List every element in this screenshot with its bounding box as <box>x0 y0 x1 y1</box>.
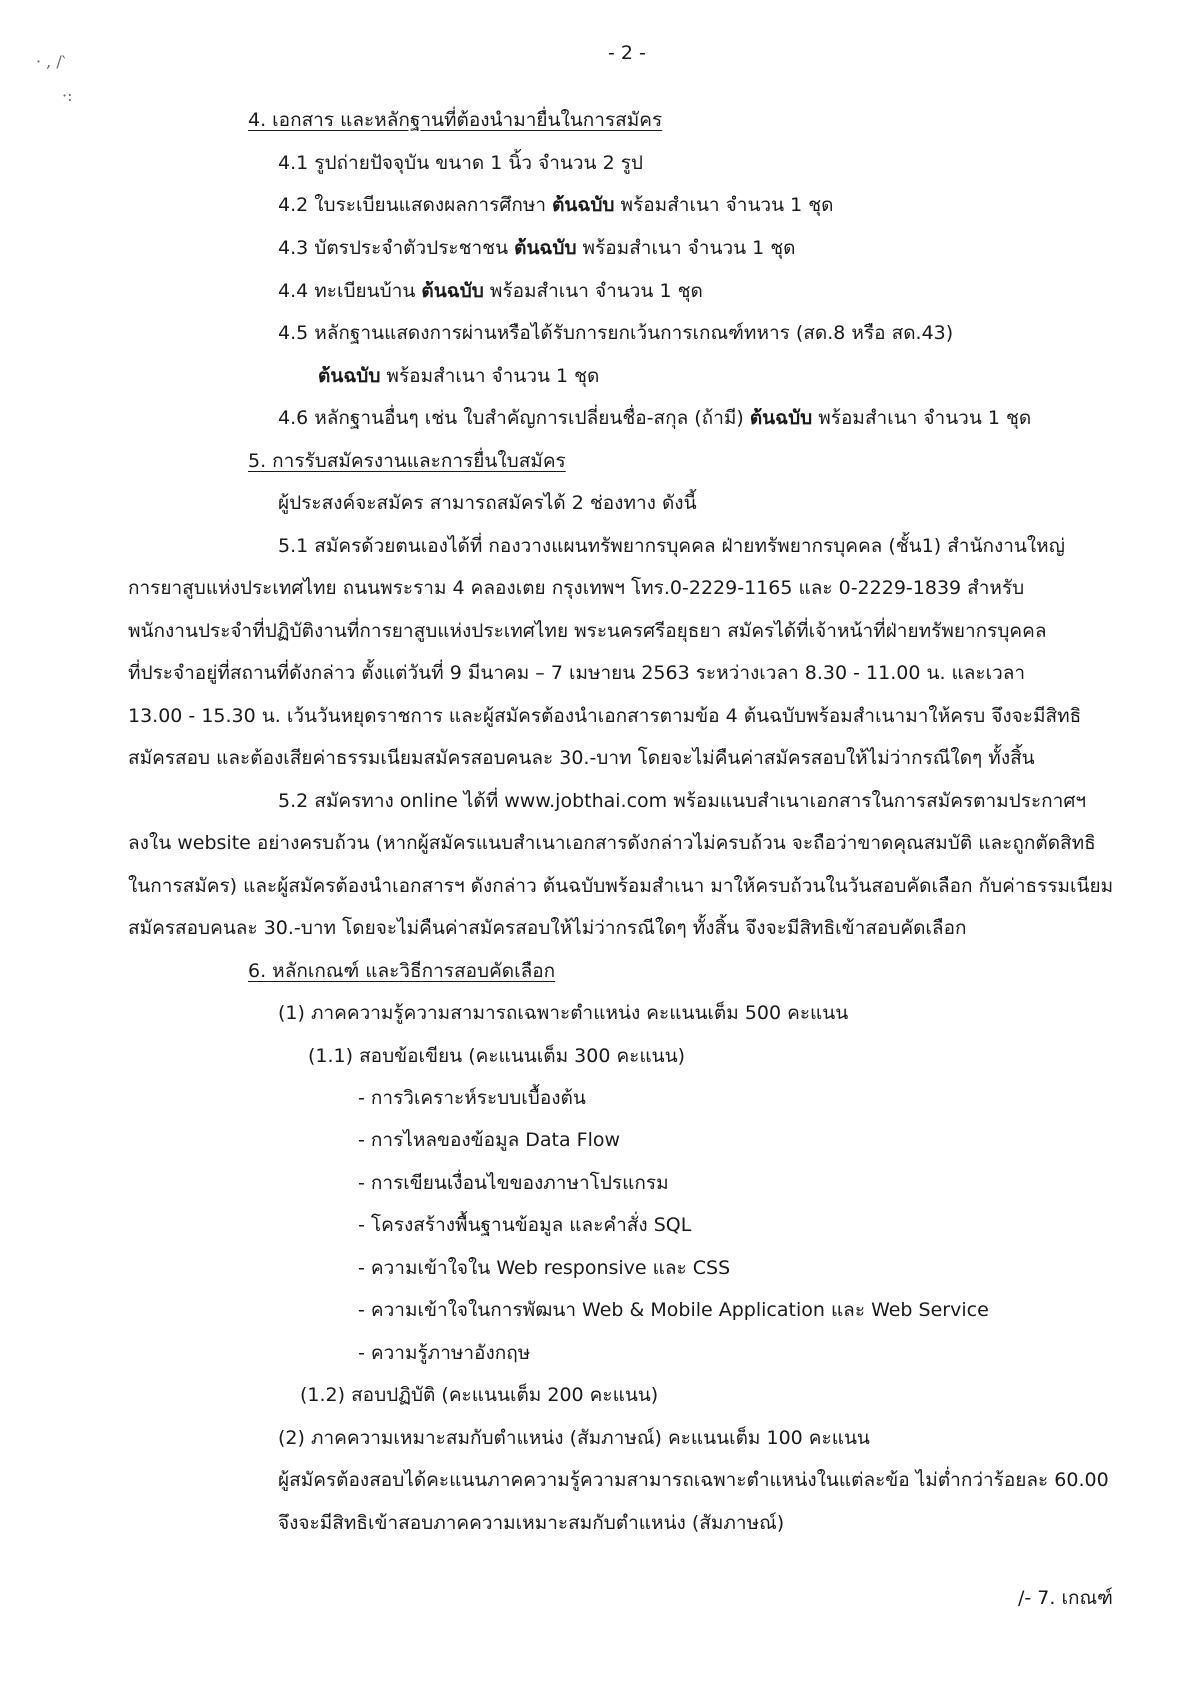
topic-item: - การวิเคราะห์ระบบเบื้องต้น <box>358 1087 586 1109</box>
paragraph-line: ที่ประจำอยู่ที่สถานที่ดังกล่าว ตั้งแต่วันที่ 9 มีนาคม – 7 เมษายน 2563 ระหว่างเวลา 8.30 - 11.00 น. และเวลา <box>128 662 1026 684</box>
scan-artifact: · , /‵ <box>36 52 66 71</box>
paragraph-line: 5.1 สมัครด้วยตนเองได้ที่ กองวางแผนทรัพยากรบุคคล ฝ่ายทรัพยากรบุคคล (ชั้น1) สำนักงานใหญ่ <box>278 535 1065 557</box>
scan-artifact: ·: <box>62 86 73 105</box>
continuation-marker: /- 7. เกณฑ์ <box>1018 1587 1113 1609</box>
topic-item: - การเขียนเงื่อนไขของภาษาโปรแกรม <box>358 1172 669 1194</box>
paragraph-line: จึงจะมีสิทธิเข้าสอบภาคความเหมาะสมกับตำแหน่ง (สัมภาษณ์) <box>278 1512 785 1534</box>
list-item: 4.4 ทะเบียนบ้าน ต้นฉบับ พร้อมสำเนา จำนวน 1 ชุด <box>278 280 703 302</box>
exam-part: (2) ภาคความเหมาะสมกับตำแหน่ง (สัมภาษณ์) คะแนนเต็ม 100 คะแนน <box>278 1427 870 1449</box>
list-item: 4.2 ใบระเบียนแสดงผลการศึกษา ต้นฉบับ พร้อมสำเนา จำนวน 1 ชุด <box>278 194 834 216</box>
paragraph-line: ผู้สมัครต้องสอบได้คะแนนภาคความรู้ความสามารถเฉพาะตำแหน่งในแต่ละข้อ ไม่ต่ำกว่าร้อยละ 60.00 <box>278 1469 1109 1491</box>
paragraph-line: สมัครสอบ และต้องเสียค่าธรรมเนียมสมัครสอบคนละ 30.-บาท โดยจะไม่คืนค่าสมัครสอบให้ไม่ว่ากรณีใดๆ ทั้งสิ้น <box>128 747 1035 769</box>
paragraph-line: การยาสูบแห่งประเทศไทย ถนนพระราม 4 คลองเตย กรุงเทพฯ โทร.0-2229-1165 และ 0-2229-1839 สำหรับ <box>128 577 1025 599</box>
paragraph-line: ลงใน website อย่างครบถ้วน (หากผู้สมัครแนบสำเนาเอกสารดังกล่าวไม่ครบถ้วน จะถือว่าขาดคุณสมบัติ และถูกตัดสิทธิ <box>128 832 1096 854</box>
list-item: 4.1 รูปถ่ายปัจจุบัน ขนาด 1 นิ้ว จำนวน 2 รูป <box>278 152 643 174</box>
topic-item: - โครงสร้างพื้นฐานข้อมูล และคำสั่ง SQL <box>358 1214 692 1236</box>
paragraph-line: ในการสมัคร) และผู้สมัครต้องนำเอกสารฯ ดังกล่าว ต้นฉบับพร้อมสำเนา มาให้ครบถ้วนในวันสอบคัดเลือก กับค่าธรรมเนียม <box>128 875 1114 897</box>
exam-subpart: (1.2) สอบปฏิบัติ (คะแนนเต็ม 200 คะแนน) <box>300 1384 659 1406</box>
topic-item: - ความรู้ภาษาอังกฤษ <box>358 1342 531 1364</box>
topic-item: - ความเข้าใจในการพัฒนา Web & Mobile Application และ Web Service <box>358 1299 989 1321</box>
list-item-continuation: ต้นฉบับ พร้อมสำเนา จำนวน 1 ชุด <box>318 365 600 387</box>
page-number: - 2 - <box>608 42 646 64</box>
paragraph-line: 5.2 สมัครทาง online ได้ที่ www.jobthai.com พร้อมแนบสำเนาเอกสารในการสมัครตามประกาศฯ <box>278 790 1087 812</box>
list-item: 4.6 หลักฐานอื่นๆ เช่น ใบสำคัญการเปลี่ยนชื่อ-สกุล (ถ้ามี) ต้นฉบับ พร้อมสำเนา จำนวน 1 ชุด <box>278 407 1032 429</box>
topic-item: - ความเข้าใจใน Web responsive และ CSS <box>358 1257 731 1279</box>
exam-part: (1) ภาคความรู้ความสามารถเฉพาะตำแหน่ง คะแนนเต็ม 500 คะแนน <box>278 1002 849 1024</box>
paragraph: ผู้ประสงค์จะสมัคร สามารถสมัครได้ 2 ช่องทาง ดังนี้ <box>278 492 697 514</box>
section-6-title: 6. หลักเกณฑ์ และวิธีการสอบคัดเลือก <box>248 960 556 982</box>
section-5-title: 5. การรับสมัครงานและการยื่นใบสมัคร <box>248 450 566 472</box>
paragraph-line: 13.00 - 15.30 น. เว้นวันหยุดราชการ และผู้สมัครต้องนำเอกสารตามข้อ 4 ต้นฉบับพร้อมสำเนามาให้ครบ จึงจะมีสิทธิ <box>128 705 1082 727</box>
section-4-title: 4. เอกสาร และหลักฐานที่ต้องนำมายื่นในการสมัคร <box>248 109 663 131</box>
topic-item: - การไหลของข้อมูล Data Flow <box>358 1129 621 1151</box>
list-item: 4.3 บัตรประจำตัวประชาชน ต้นฉบับ พร้อมสำเนา จำนวน 1 ชุด <box>278 237 796 259</box>
paragraph-line: สมัครสอบคนละ 30.-บาท โดยจะไม่คืนค่าสมัครสอบให้ไม่ว่ากรณีใดๆ ทั้งสิ้น จึงจะมีสิทธิเข้าสอบคัดเลือก <box>128 917 967 939</box>
exam-subpart: (1.1) สอบข้อเขียน (คะแนนเต็ม 300 คะแนน) <box>308 1045 685 1067</box>
paragraph-line: พนักงานประจำที่ปฏิบัติงานที่การยาสูบแห่งประเทศไทย พระนครศรีอยุธยา สมัครได้ที่เจ้าหน้าที่ฝ่ายทรัพยากรบุคคล <box>128 620 1047 642</box>
list-item: 4.5 หลักฐานแสดงการผ่านหรือได้รับการยกเว้นการเกณฑ์ทหาร (สด.8 หรือ สด.43) <box>278 322 954 344</box>
